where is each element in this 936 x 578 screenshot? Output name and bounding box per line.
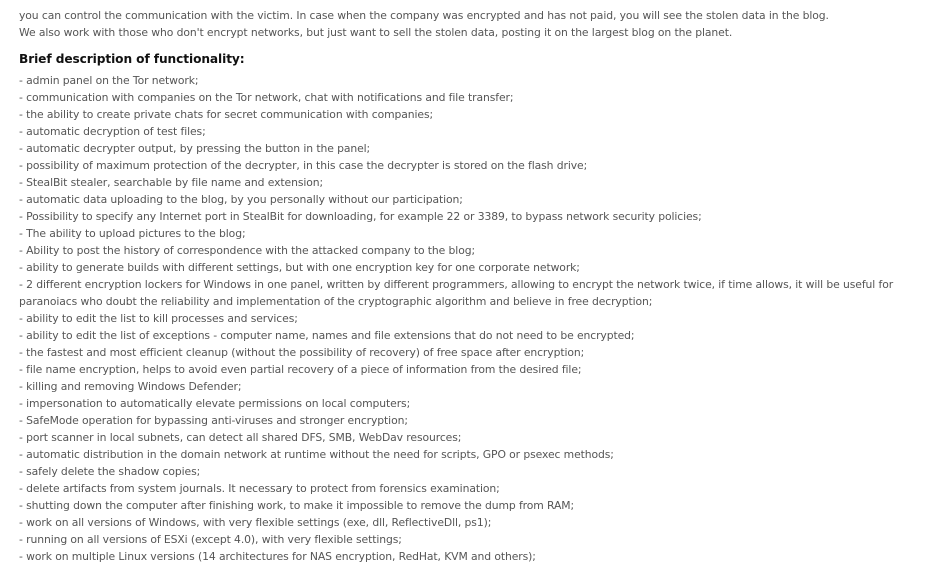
list-item: - ability to edit the list of exceptions - computer name, names and file extensions that do not need to be encrypted; — [19, 329, 635, 342]
list-item: - the ability to create private chats for secret communication with companies; — [19, 108, 434, 121]
list-item: - 2 different encryption lockers for Windows in one panel, written by different programmers, allowing to encrypt the network twice, if time allows, it will be useful for paranoiacs who doubt the reliability and implementation of the cryptographic algorithm and believe in free decryption; — [19, 278, 894, 308]
list-item: - automatic decryption of test files; — [19, 125, 206, 138]
list-item: - Possibility to specify any Internet port in StealBit for downloading, for example 22 or 3389, to bypass network security policies; — [19, 210, 702, 223]
list-item: - admin panel on the Tor network; — [19, 74, 199, 87]
feature-list — [19, 72, 929, 565]
list-item: - automatic data uploading to the blog, by you personally without our participation; — [19, 193, 463, 206]
list-item: - communication with companies on the Tor network, chat with notifications and file transfer; — [19, 91, 514, 104]
list-item: - SafeMode operation for bypassing anti-viruses and stronger encryption; — [19, 414, 408, 427]
list-item: - work on multiple Linux versions (14 architectures for NAS encryption, RedHat, KVM and others); — [19, 550, 536, 563]
list-item: - ability to edit the list to kill processes and services; — [19, 312, 298, 325]
list-item: - possibility of maximum protection of the decrypter, in this case the decrypter is stored on the flash drive; — [19, 159, 588, 172]
list-item: - impersonation to automatically elevate permissions on local computers; — [19, 397, 411, 410]
list-item: - The ability to upload pictures to the blog; — [19, 227, 246, 240]
list-item: - file name encryption, helps to avoid even partial recovery of a piece of information from the desired file; — [19, 363, 582, 376]
intro-paragraph — [19, 7, 929, 41]
section-heading: Brief description of functionality: — [19, 52, 245, 66]
list-item: - work on all versions of Windows, with very flexible settings (exe, dll, ReflectiveDll, ps1); — [19, 516, 492, 529]
list-item: - ability to generate builds with different settings, but with one encryption key for one corporate network; — [19, 261, 580, 274]
list-item: - running on all versions of ESXi (except 4.0), with very flexible settings; — [19, 533, 402, 546]
intro-line-1: you can control the communication with the victim. In case when the company was encrypted and has not paid, you will see the stolen data in the blog. — [19, 9, 829, 22]
list-item: - automatic decrypter output, by pressing the button in the panel; — [19, 142, 371, 155]
list-item: - port scanner in local subnets, can detect all shared DFS, SMB, WebDav resources; — [19, 431, 462, 444]
intro-line-2: We also work with those who don't encrypt networks, but just want to sell the stolen data, posting it on the largest blog on the planet. — [19, 26, 733, 39]
list-item: - automatic distribution in the domain network at runtime without the need for scripts, GPO or psexec methods; — [19, 448, 614, 461]
document-body — [19, 7, 929, 565]
list-item: - safely delete the shadow copies; — [19, 465, 201, 478]
list-item: - StealBit stealer, searchable by file name and extension; — [19, 176, 324, 189]
list-item: - Ability to post the history of correspondence with the attacked company to the blog; — [19, 244, 475, 257]
list-item: - killing and removing Windows Defender; — [19, 380, 242, 393]
list-item: - shutting down the computer after finishing work, to make it impossible to remove the dump from RAM; — [19, 499, 575, 512]
list-item: - the fastest and most efficient cleanup (without the possibility of recovery) of free space after encryption; — [19, 346, 585, 359]
list-item: - delete artifacts from system journals. It necessary to protect from forensics examination; — [19, 482, 500, 495]
